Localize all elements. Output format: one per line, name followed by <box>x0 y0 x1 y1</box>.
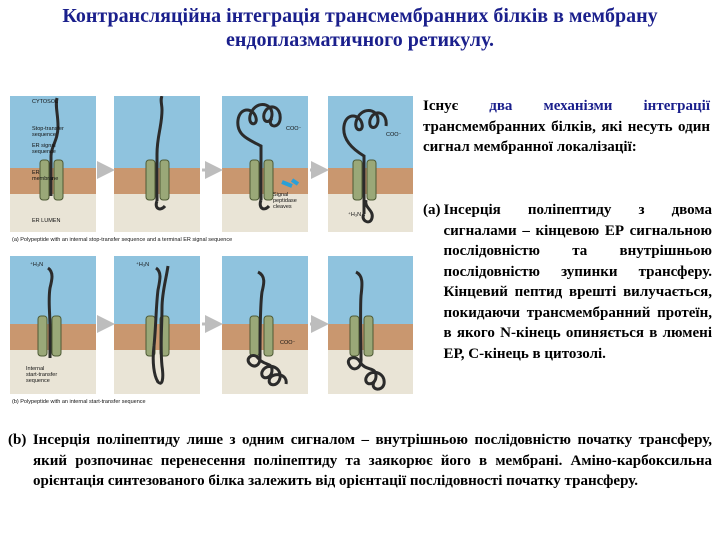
label-cytosol: CYTOSOL <box>32 99 59 105</box>
point-a <box>423 200 712 364</box>
panel-a3 <box>222 96 308 232</box>
label-nh3-b2: ⁺H₃N <box>136 262 150 268</box>
label-stop-transfer: Stop-transfer <box>32 126 64 132</box>
label-cleaves: cleaves <box>273 204 292 210</box>
label-er: ER <box>32 170 40 176</box>
label-internal: Internal <box>26 366 45 372</box>
label-er-signal-seq: sequence <box>32 149 56 155</box>
intro-highlight: два механізми інтеграції <box>489 98 710 114</box>
slide-title <box>10 4 710 52</box>
label-membrane: membrane <box>32 176 59 182</box>
figure-svg <box>10 96 413 408</box>
label-stop-transfer-seq: sequence <box>32 132 56 138</box>
label-coo-a3: COO⁻ <box>286 126 302 132</box>
panel-b2 <box>114 256 200 394</box>
label-start-transfer-seq: sequence <box>26 378 50 384</box>
panel-a2 <box>114 96 200 232</box>
point-a-text: Інсерція поліпептиду з двома сигналами – кінцевою ЕР сигнальною послідовністю та внутрішньою послідовністю зупинки трансферу. Кінцевий пептид врешті вилучається, покидаючи трансмембранний протеїн, в якого N-кінець опиняється в люмені ЕР, С-кінець в цитозолі. <box>443 202 712 362</box>
intro-paragraph <box>423 96 710 158</box>
title-line-2: ендоплазматичного ретикулу. <box>225 29 495 51</box>
panel-b4 <box>328 256 413 394</box>
membrane-integration-figure <box>10 96 413 408</box>
panel-a1 <box>10 96 96 232</box>
point-a-marker: (a) <box>423 202 441 218</box>
label-er-signal: ER signal <box>32 143 56 149</box>
label-coo-a4: COO⁻ <box>386 132 402 138</box>
point-b-text: Інсерція поліпептиду лише з одним сигналом – внутрішньою послідовністю початку трансферу, який розпочинає перенесення поліпептиду та заякорює його в мембрані. Аміно-карбоксильна орієнтація синтезованого білка залежить від орієнтації послідовності початку трансферу. <box>32 432 712 489</box>
caption-a: (a) Polypeptide with an internal stop-transfer sequence and a terminal ER signal sequence <box>12 237 233 243</box>
label-peptidase: peptidase <box>273 198 297 204</box>
label-er-lumen: ER LUMEN <box>32 218 61 224</box>
label-signal: Signal <box>273 192 289 198</box>
title-line-1: Контрансляційна інтеграція трансмембранних білків в мембрану <box>62 5 658 27</box>
point-b-marker: (b) <box>8 432 27 448</box>
label-coo-b3: COO⁻ <box>280 340 296 346</box>
label-nh3-a4: ⁺H₃N <box>348 212 362 218</box>
label-start-transfer: start-transfer <box>26 372 58 378</box>
label-nh3-b1: ⁺H₃N <box>30 262 44 268</box>
caption-b: (b) Polypeptide with an internal start-transfer sequence <box>12 399 146 405</box>
point-b <box>8 430 712 492</box>
intro-post: трансмембранних білків, які несуть один сигнал мембранної локалізації: <box>423 118 710 155</box>
intro-pre: Існує <box>423 98 490 114</box>
panel-b3 <box>222 256 308 394</box>
